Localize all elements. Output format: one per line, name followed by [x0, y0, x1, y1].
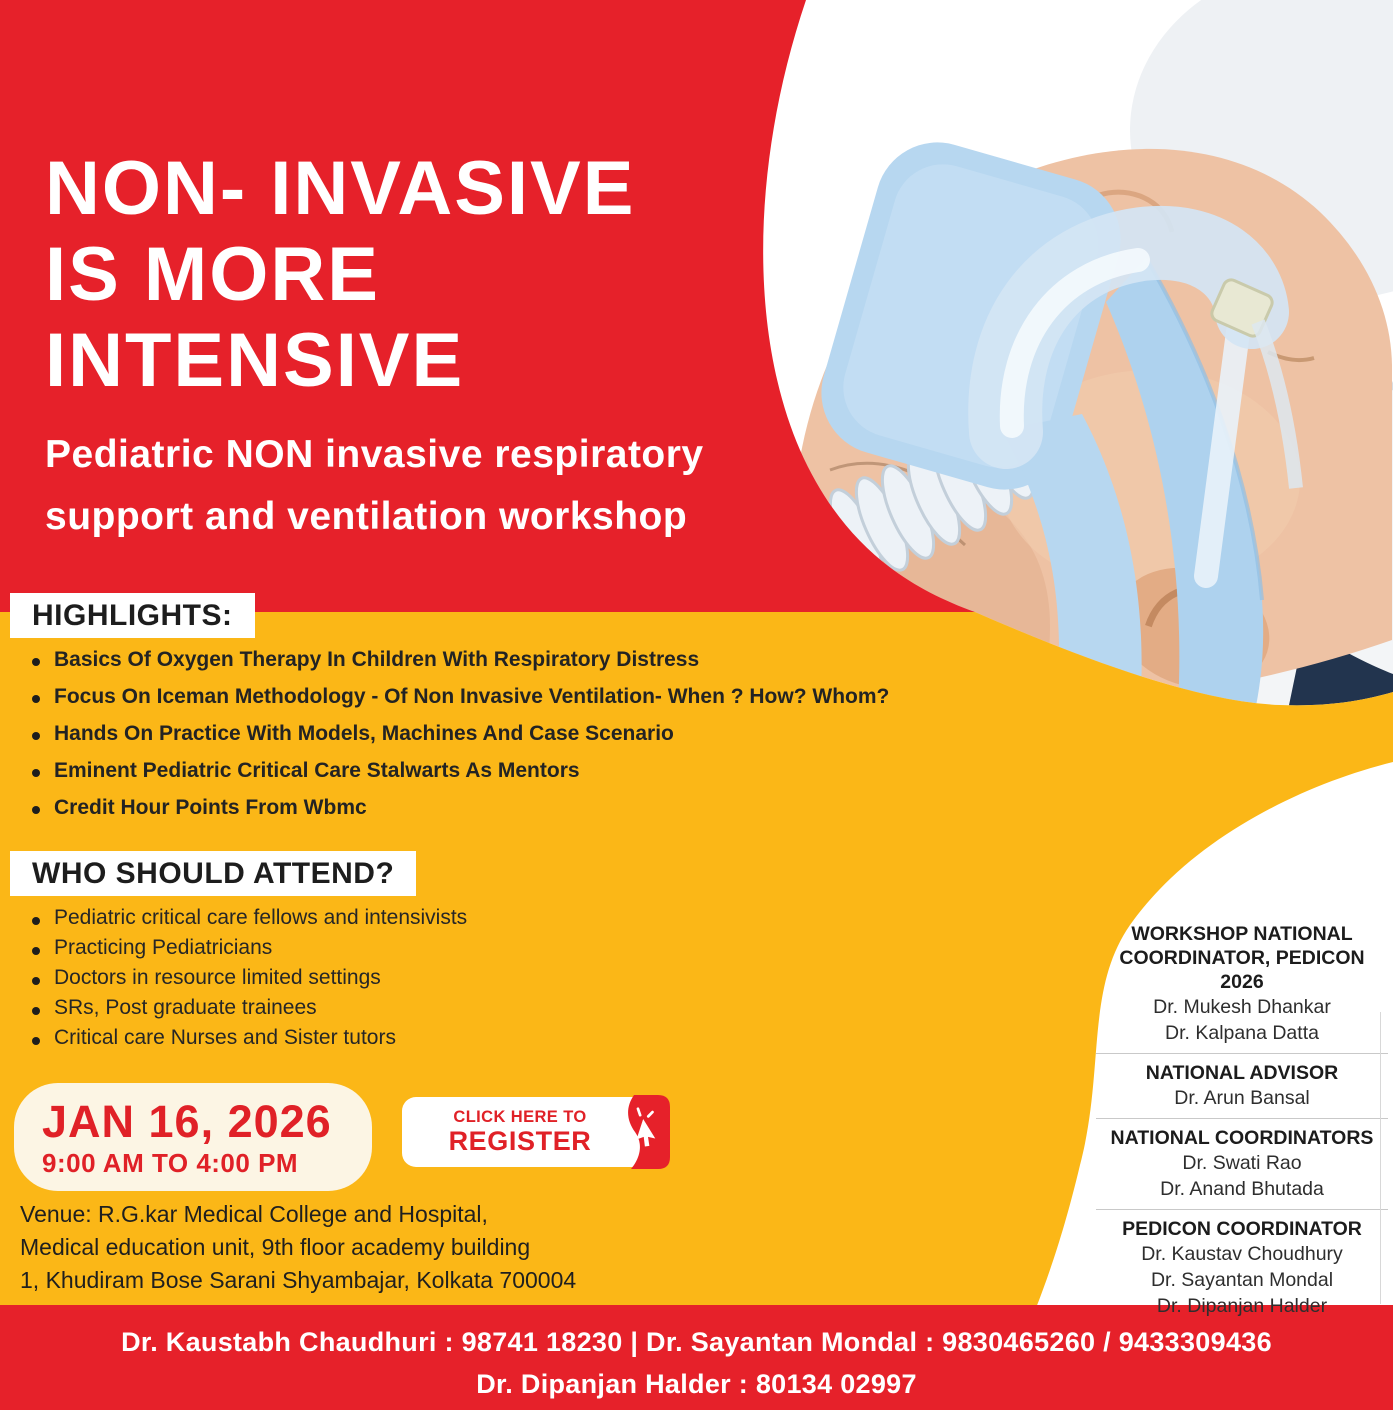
bullet-dot — [32, 1037, 40, 1045]
venue-line: 1, Khudiram Bose Sarani Shyambajar, Kolkata 700004 — [20, 1267, 577, 1293]
coordinator-heading: NATIONAL ADVISOR — [1145, 1062, 1339, 1084]
register-tag[interactable] — [618, 1093, 672, 1171]
list-item — [32, 722, 952, 745]
list-item — [32, 648, 952, 671]
panel-edge-line — [1380, 1012, 1381, 1304]
coordinator-name: Dr. Dipanjan Halder — [1156, 1295, 1328, 1317]
coordinator-heading: WORKSHOP NATIONAL COORDINATOR, PEDICON 2026 — [1119, 923, 1365, 993]
list-item-text: SRs, Post graduate trainees — [54, 996, 317, 1019]
bullet-dot — [32, 806, 40, 814]
bullet-dot — [32, 1007, 40, 1015]
event-date-card — [14, 1083, 372, 1191]
title-line: NON- INVASIVE — [45, 146, 636, 231]
list-item-text: Practicing Pediatricians — [54, 936, 273, 959]
coordinator-name: Dr. Kaustav Choudhury — [1141, 1243, 1343, 1265]
coordinator-heading: PEDICON COORDINATOR — [1122, 1218, 1362, 1240]
footer-contact-line: Dr. Kaustabh Chaudhuri : 98741 18230 | Dr. Sayantan Mondal : 9830465260 / 9433309436 — [121, 1327, 1272, 1357]
venue-line: Venue: R.G.kar Medical College and Hospital, — [20, 1201, 488, 1227]
list-item-text: Credit Hour Points From Wbmc — [54, 796, 367, 819]
section-divider — [1096, 1209, 1388, 1210]
coordinators-panel — [1096, 922, 1388, 1319]
list-item-text: Basics Of Oxygen Therapy In Children With Respiratory Distress — [54, 648, 700, 671]
list-item-text: Hands On Practice With Models, Machines And Case Scenario — [54, 722, 674, 745]
bullet-dot — [32, 977, 40, 985]
attend-heading: WHO SHOULD ATTEND? — [10, 851, 416, 896]
list-item-text: Eminent Pediatric Critical Care Stalwarts As Mentors — [54, 759, 580, 782]
list-item-text: Doctors in resource limited settings — [54, 966, 381, 989]
bullet-dot — [32, 658, 40, 666]
register-button-text[interactable] — [420, 1097, 620, 1167]
subtitle-line: Pediatric NON invasive respiratory — [45, 433, 704, 476]
title-line: INTENSIVE — [45, 318, 465, 403]
list-item — [32, 937, 732, 959]
coordinator-section — [1096, 1126, 1388, 1202]
bullet-dot — [32, 732, 40, 740]
page-title — [45, 146, 635, 404]
coordinator-name: Dr. Anand Bhutada — [1160, 1178, 1324, 1200]
coordinator-section — [1096, 922, 1388, 1046]
highlights-heading: HIGHLIGHTS: — [10, 593, 255, 638]
register-line1: CLICK HERE TO — [453, 1108, 587, 1126]
title-line: IS MORE — [45, 232, 380, 317]
attend-list — [32, 907, 732, 1057]
bullet-dot — [32, 769, 40, 777]
coordinator-name: Dr. Kalpana Datta — [1165, 1022, 1319, 1044]
venue-block — [20, 1198, 576, 1297]
coordinator-name: Dr. Sayantan Mondal — [1150, 1269, 1334, 1291]
list-item — [32, 759, 952, 782]
bullet-dot — [32, 947, 40, 955]
footer-contacts — [0, 1325, 1393, 1401]
venue-line: Medical education unit, 9th floor academy building — [20, 1234, 531, 1260]
coordinator-name: Dr. Arun Bansal — [1174, 1087, 1310, 1109]
coordinator-section — [1096, 1061, 1388, 1111]
event-date: JAN 16, 2026 — [42, 1096, 332, 1147]
footer-contact-line: Dr. Dipanjan Halder : 80134 02997 — [476, 1369, 917, 1399]
list-item — [32, 796, 952, 819]
list-item — [32, 907, 732, 929]
subtitle — [45, 424, 704, 548]
section-divider — [1096, 1053, 1388, 1054]
bullet-dot — [32, 917, 40, 925]
list-item-text: Pediatric critical care fellows and intensivists — [54, 906, 468, 929]
list-item — [32, 997, 732, 1019]
highlights-list — [32, 648, 952, 833]
coordinator-section — [1096, 1217, 1388, 1319]
event-time: 9:00 AM TO 4:00 PM — [42, 1148, 299, 1178]
list-item-text: Focus On Iceman Methodology - Of Non Invasive Ventilation- When ? How? Whom? — [54, 685, 890, 708]
register-line2: REGISTER — [448, 1126, 592, 1156]
coordinator-name: Dr. Swati Rao — [1182, 1152, 1302, 1174]
section-divider — [1096, 1118, 1388, 1119]
list-item — [32, 1027, 732, 1049]
list-item — [32, 685, 952, 708]
list-item-text: Critical care Nurses and Sister tutors — [54, 1026, 396, 1049]
list-item — [32, 967, 732, 989]
subtitle-line: support and ventilation workshop — [45, 495, 688, 538]
coordinator-heading: NATIONAL COORDINATORS — [1110, 1127, 1374, 1149]
coordinator-name: Dr. Mukesh Dhankar — [1153, 996, 1331, 1018]
bullet-dot — [32, 695, 40, 703]
register-button[interactable] — [402, 1097, 668, 1167]
